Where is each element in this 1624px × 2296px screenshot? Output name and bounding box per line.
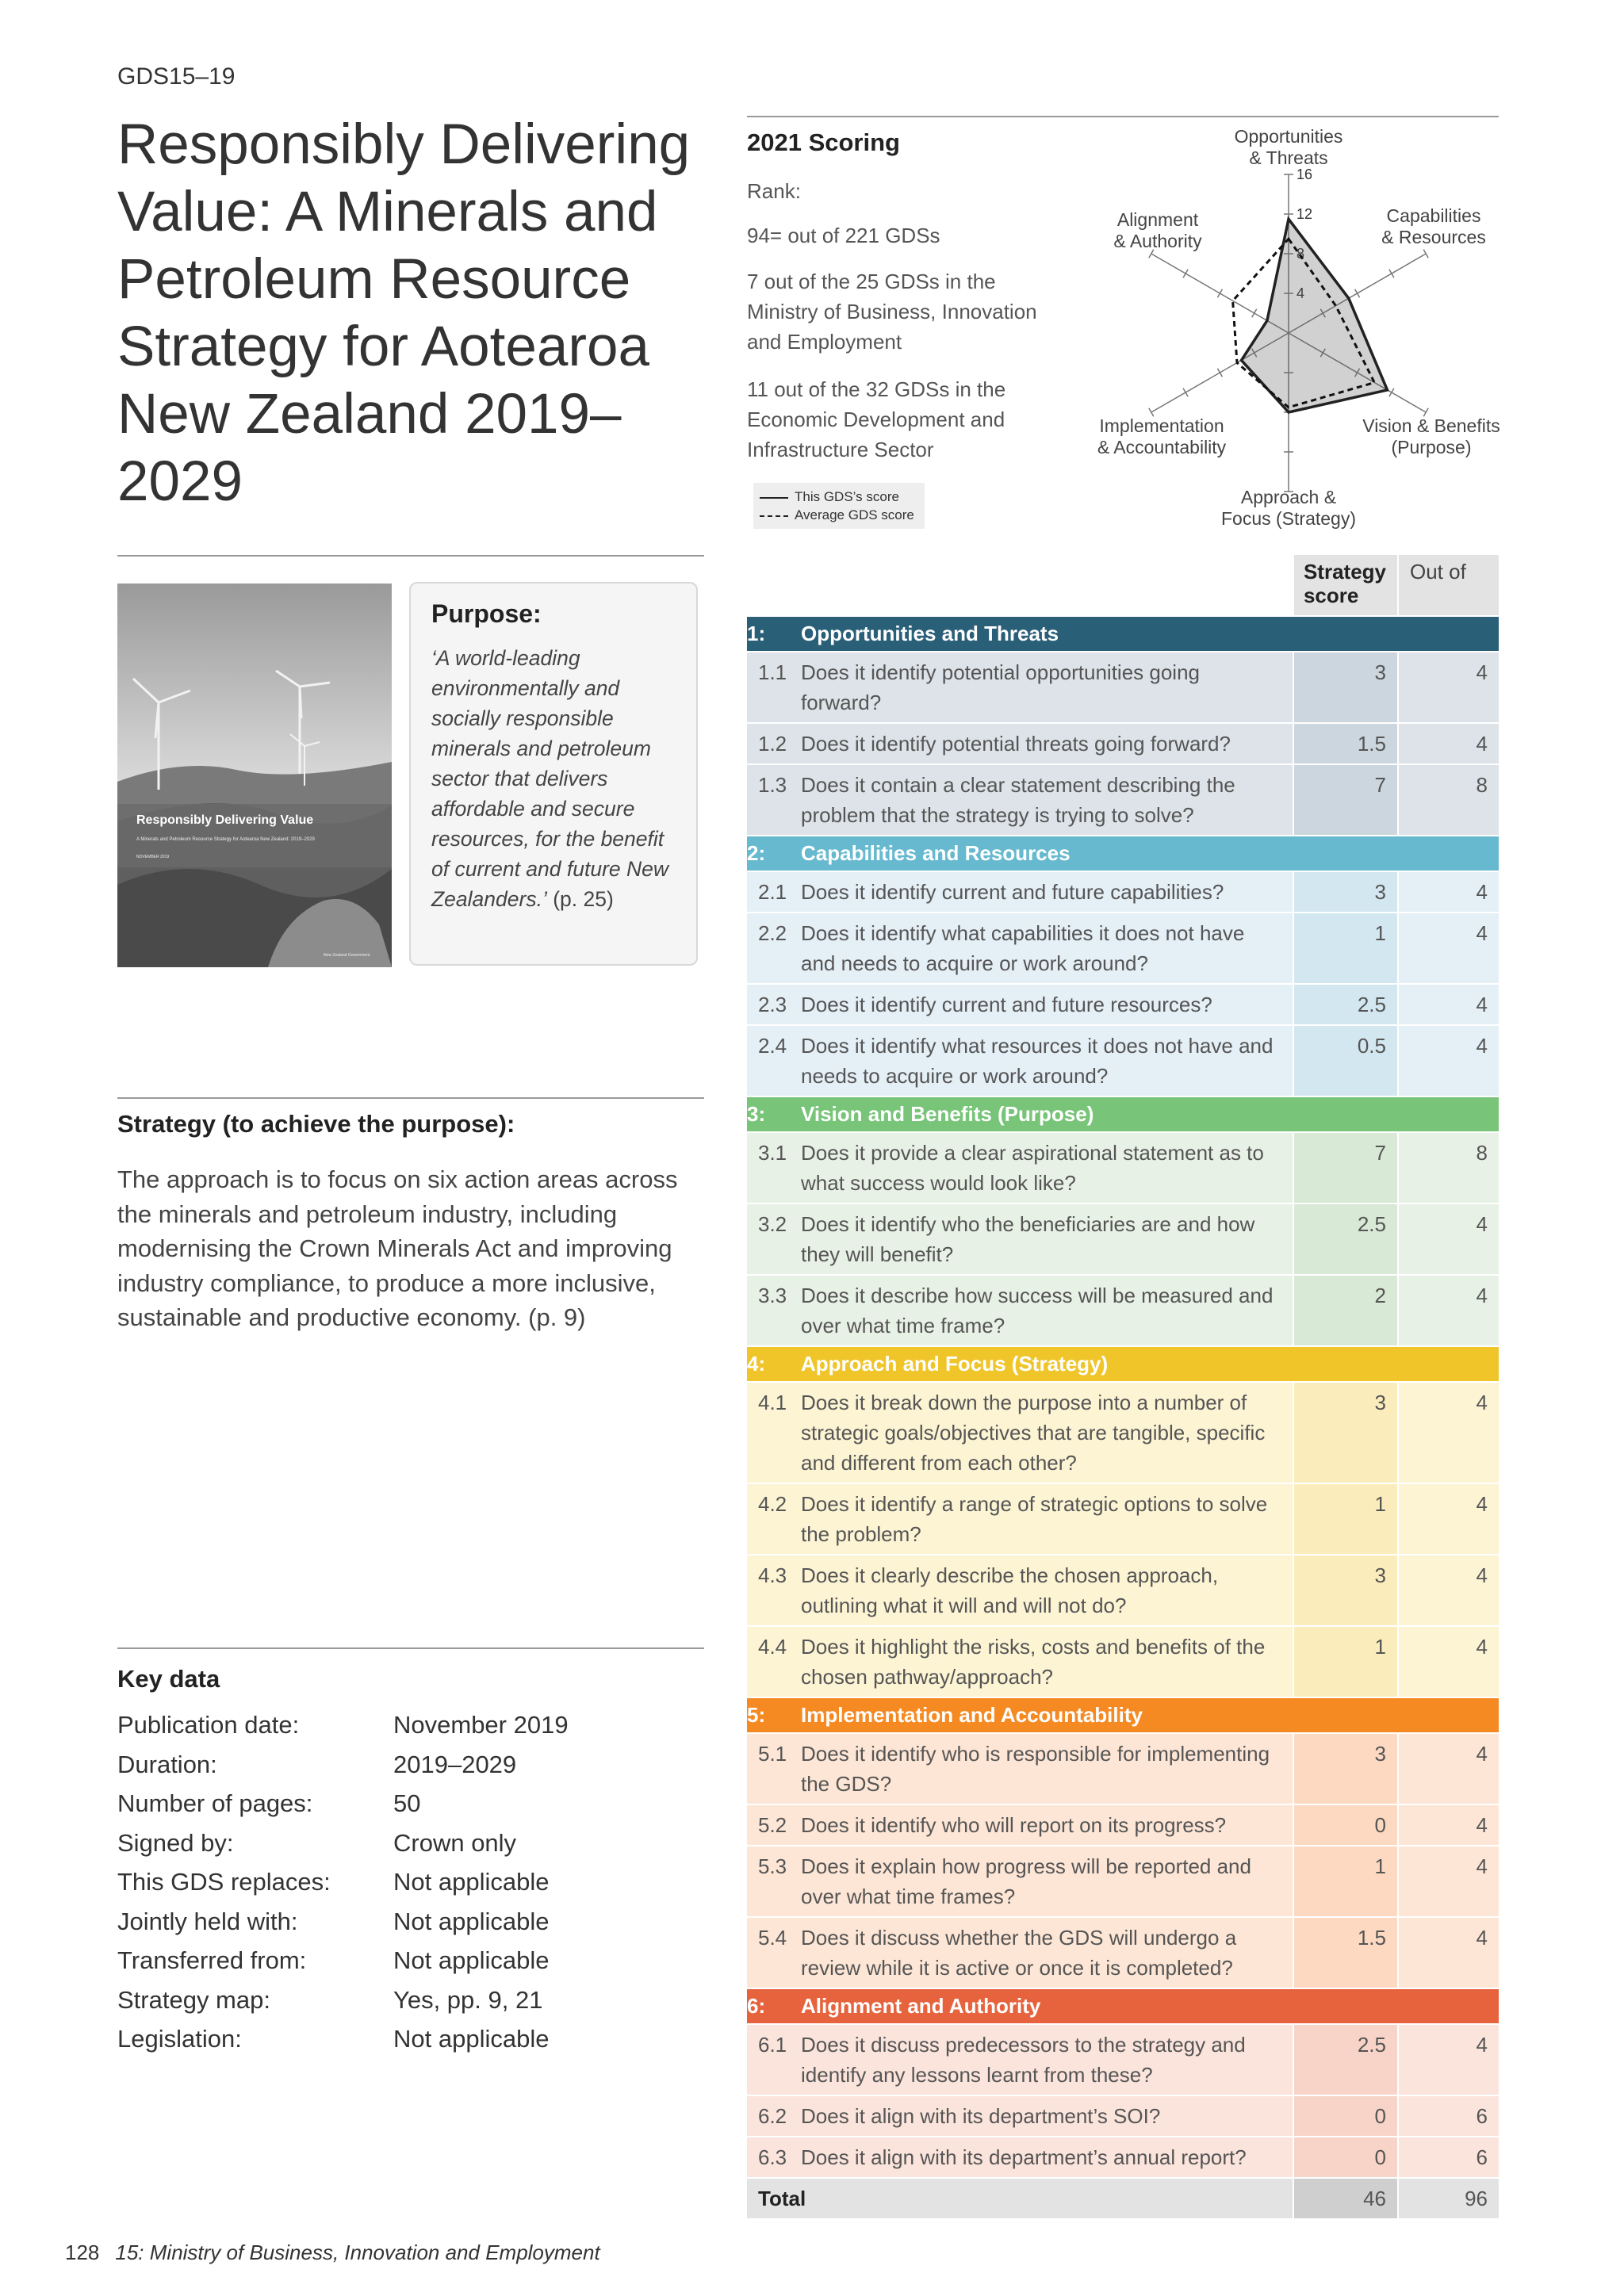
out-of: 4 — [1397, 1846, 1499, 1918]
out-of: 4 — [1397, 1026, 1499, 1097]
total-score: 46 — [1293, 2179, 1397, 2220]
header-spacer — [747, 555, 801, 617]
table-row — [747, 1383, 1499, 1484]
cover-subtitle: A Minerals and Petroleum Resource Strategy for Aotearoa New Zealand: 2019–2029 — [136, 837, 315, 842]
table-row — [747, 1805, 1499, 1846]
key-data-label: Duration: — [117, 1750, 217, 1778]
legend-dashed-line — [760, 515, 788, 517]
key-data-row — [117, 1828, 517, 1858]
radar-tick — [1183, 388, 1188, 396]
question-text: Does it highlight the risks, costs and benefits of the chosen pathway/approach? — [801, 1627, 1293, 1698]
table-row — [747, 765, 1499, 836]
strategy-score: 2.5 — [1293, 1204, 1397, 1276]
question-text: Does it identify a range of strategic options to solve the problem? — [801, 1484, 1293, 1556]
section-title: Implementation and Accountability — [801, 1698, 1499, 1734]
question-number: 4.2 — [747, 1484, 801, 1556]
question-text: Does it contain a clear statement describing the problem that the strategy is trying to solve? — [801, 765, 1293, 836]
legend-avg — [760, 506, 925, 524]
question-text: Does it align with its department’s annual report? — [801, 2137, 1293, 2179]
cover-publisher: New Zealand Government — [324, 953, 370, 958]
strategy-score: 1.5 — [1293, 1918, 1397, 1989]
strategy-score: 1 — [1293, 1484, 1397, 1556]
purpose-box — [409, 582, 698, 966]
question-number: 6.2 — [747, 2096, 801, 2137]
purpose-heading: Purpose: — [431, 599, 542, 628]
question-number: 5.4 — [747, 1918, 801, 1989]
key-data-value: 2019–2029 — [393, 1750, 517, 1778]
strategy-score: 2 — [1293, 1276, 1397, 1347]
strategy-score: 2.5 — [1293, 2025, 1397, 2096]
radar-tick — [1355, 289, 1360, 297]
section-number: 4: — [747, 1347, 801, 1383]
table-row — [747, 1133, 1499, 1204]
radar-axis-label-line: Approach & — [1240, 487, 1337, 507]
question-text: Does it identify what capabilities it does not have and needs to acquire or work around? — [801, 913, 1293, 985]
section-row — [747, 1347, 1499, 1383]
radar-tick — [1389, 388, 1394, 396]
strategy-score: 0 — [1293, 2137, 1397, 2179]
question-number: 4.3 — [747, 1556, 801, 1627]
section-title: Vision and Benefits (Purpose) — [801, 1097, 1499, 1133]
strategy-score: 0.5 — [1293, 1026, 1397, 1097]
question-number: 1.2 — [747, 724, 801, 765]
out-of: 6 — [1397, 2137, 1499, 2179]
question-text: Does it identify current and future capabilities? — [801, 872, 1293, 913]
question-number: 2.2 — [747, 913, 801, 985]
radar-axis-label — [1362, 415, 1500, 457]
question-number: 6.1 — [747, 2025, 801, 2096]
page-footer — [65, 2241, 600, 2265]
radar-tick — [1217, 369, 1222, 377]
section-number: 5: — [747, 1698, 801, 1734]
table-row — [747, 1556, 1499, 1627]
cover-image — [117, 584, 392, 967]
out-of: 4 — [1397, 1627, 1499, 1698]
question-text: Does it discuss whether the GDS will undergo a review while it is active or once it is completed? — [801, 1918, 1293, 1989]
table-row — [747, 2096, 1499, 2137]
question-number: 6.3 — [747, 2137, 801, 2179]
table-header-row — [747, 555, 1499, 617]
question-text: Does it identify who is responsible for implementing the GDS? — [801, 1734, 1293, 1805]
radar-axis-label — [1381, 205, 1486, 247]
divider — [117, 1647, 704, 1649]
key-data-label: Strategy map: — [117, 1985, 270, 2014]
key-data-value: Crown only — [393, 1828, 517, 1857]
radar-axis-label — [1097, 415, 1227, 457]
key-data-row — [117, 2025, 550, 2053]
table-row — [747, 1846, 1499, 1918]
table-row — [747, 985, 1499, 1026]
radar-tick-label: 12 — [1297, 206, 1313, 222]
strategy-score: 3 — [1293, 872, 1397, 913]
header-strategy-score: Strategy score — [1293, 555, 1397, 617]
table-row — [747, 2025, 1499, 2096]
question-text: Does it provide a clear aspirational statement as to what success would look like? — [801, 1133, 1293, 1204]
radar-axis-label-line: Focus (Strategy) — [1221, 508, 1356, 529]
section-row — [747, 1097, 1499, 1133]
key-data-label: Jointly held with: — [117, 1907, 298, 1935]
key-data-row — [117, 1907, 550, 1936]
radar-axis-label — [1221, 487, 1356, 529]
table-row — [747, 1918, 1499, 1989]
strategy-score: 3 — [1293, 1383, 1397, 1484]
out-of: 4 — [1397, 652, 1499, 724]
radar-tick — [1423, 250, 1428, 258]
radar-tick — [1183, 270, 1188, 277]
table-row — [747, 2137, 1499, 2179]
total-out-of: 96 — [1397, 2179, 1499, 2220]
question-number: 3.1 — [747, 1133, 801, 1204]
question-text: Does it clearly describe the chosen approach, outlining what it will and will not do? — [801, 1556, 1293, 1627]
key-data-row — [117, 1985, 543, 2015]
strategy-score: 0 — [1293, 2096, 1397, 2137]
strategy-score: 3 — [1293, 1734, 1397, 1805]
radar-chart — [1063, 119, 1522, 539]
legend-this — [760, 488, 925, 506]
strategy-text: The approach is to focus on six action areas across the minerals and petroleum industry, including modernising the Crown Minerals Act and improving industry compliance, to produce a more inclusive, sustainable and productive economy. (p. 9) — [117, 1165, 678, 1331]
divider — [117, 555, 704, 557]
key-data-value: November 2019 — [393, 1711, 569, 1739]
key-data-label: Transferred from: — [117, 1946, 307, 1974]
strategy-score: 3 — [1293, 1556, 1397, 1627]
section-row — [747, 1698, 1499, 1734]
question-text: Does it align with its department’s SOI? — [801, 2096, 1293, 2137]
strategy-score: 2.5 — [1293, 985, 1397, 1026]
scoring-table — [747, 555, 1499, 2220]
strategy-score: 1.5 — [1293, 724, 1397, 765]
total-row — [747, 2179, 1499, 2220]
purpose-quote: ‘A world-leading environmentally and socially responsible minerals and petroleum sector that delivers affordable and secure resources, for the benefit of current and future New Zealanders.’ — [431, 646, 669, 911]
section-row — [747, 1989, 1499, 2025]
strategy-score: 0 — [1293, 1805, 1397, 1846]
radar-axis-label — [1113, 209, 1202, 251]
radar-axis-label-line: & Accountability — [1097, 437, 1227, 457]
footer-section: 15: Ministry of Business, Innovation and Employment — [115, 2241, 600, 2264]
strategy-score: 7 — [1293, 765, 1397, 836]
key-data-row — [117, 1750, 517, 1779]
key-data-heading: Key data — [117, 1665, 220, 1693]
page-number: 128 — [65, 2241, 100, 2264]
key-data-label: Publication date: — [117, 1711, 300, 1739]
chart-legend — [753, 483, 925, 529]
question-number: 1.1 — [747, 652, 801, 724]
question-number: 4.4 — [747, 1627, 801, 1698]
divider — [747, 116, 1499, 117]
radar-series-this-gds — [1242, 219, 1388, 412]
question-number: 2.4 — [747, 1026, 801, 1097]
out-of: 4 — [1397, 1276, 1499, 1347]
table-row — [747, 1204, 1499, 1276]
strategy-score: 1 — [1293, 1846, 1397, 1918]
section-number: 1: — [747, 617, 801, 652]
total-label: Total — [747, 2179, 1293, 2220]
table-row — [747, 1484, 1499, 1556]
section-number: 6: — [747, 1989, 801, 2025]
out-of: 4 — [1397, 872, 1499, 913]
rank-department: 7 out of the 25 GDSs in the Ministry of Business, Innovation and Employment — [747, 270, 1037, 354]
header-spacer — [801, 555, 1293, 617]
radar-axis-label-line: & Resources — [1381, 227, 1486, 247]
radar-axis-label-line: & Threats — [1249, 147, 1328, 168]
question-number: 3.2 — [747, 1204, 801, 1276]
rank-label: Rank: — [747, 179, 801, 203]
question-text: Does it identify who the beneficiaries are and how they will benefit? — [801, 1204, 1293, 1276]
radar-axis-label-line: Vision & Benefits — [1362, 415, 1500, 436]
out-of: 4 — [1397, 1734, 1499, 1805]
table-row — [747, 872, 1499, 913]
cover-title: Responsibly Delivering Value — [136, 813, 314, 827]
legend-this-label: This GDS’s score — [795, 489, 899, 504]
table-row — [747, 1026, 1499, 1097]
key-data-value: Yes, pp. 9, 21 — [393, 1985, 543, 2014]
table-row — [747, 1627, 1499, 1698]
out-of: 8 — [1397, 765, 1499, 836]
key-data-value: Not applicable — [393, 2025, 550, 2053]
purpose-ref: (p. 25) — [546, 887, 614, 911]
cover-date: NOVEMBER 2019 — [136, 855, 170, 859]
section-title: Approach and Focus (Strategy) — [801, 1347, 1499, 1383]
out-of: 6 — [1397, 2096, 1499, 2137]
question-text: Does it identify who will report on its progress? — [801, 1805, 1293, 1846]
purpose-text — [431, 643, 676, 914]
divider — [117, 1097, 704, 1099]
question-number: 1.3 — [747, 765, 801, 836]
radar-axis-label-line: & Authority — [1113, 231, 1202, 251]
table-row — [747, 1276, 1499, 1347]
question-text: Does it discuss predecessors to the strategy and identify any lessons learnt from these? — [801, 2025, 1293, 2096]
out-of: 4 — [1397, 1805, 1499, 1846]
legend-solid-line — [760, 497, 788, 499]
radar-tick — [1252, 309, 1257, 317]
out-of: 4 — [1397, 1556, 1499, 1627]
radar-axis-label-line: Capabilities — [1386, 205, 1481, 226]
radar-axis-label-line: Opportunities — [1234, 126, 1343, 147]
key-data-label: This GDS replaces: — [117, 1868, 331, 1896]
out-of: 4 — [1397, 1918, 1499, 1989]
radar-axis-label-line: Alignment — [1116, 209, 1199, 230]
out-of: 4 — [1397, 1484, 1499, 1556]
question-text: Does it describe how success will be measured and over what time frame? — [801, 1276, 1293, 1347]
question-number: 4.1 — [747, 1383, 801, 1484]
strategy-score: 1 — [1293, 913, 1397, 985]
key-data-label: Signed by: — [117, 1828, 234, 1857]
out-of: 4 — [1397, 1204, 1499, 1276]
section-title: Opportunities and Threats — [801, 617, 1499, 652]
header-out-of: Out of — [1397, 555, 1499, 617]
out-of: 4 — [1397, 913, 1499, 985]
out-of: 4 — [1397, 1383, 1499, 1484]
question-number: 2.1 — [747, 872, 801, 913]
document-code: GDS15–19 — [117, 63, 236, 90]
table-row — [747, 1734, 1499, 1805]
strategy-score: 3 — [1293, 652, 1397, 724]
key-data-value: Not applicable — [393, 1946, 550, 1974]
key-data-row — [117, 1946, 550, 1975]
question-text: Does it identify current and future resources? — [801, 985, 1293, 1026]
radar-axis-label-line: Implementation — [1099, 415, 1224, 436]
radar-tick — [1217, 289, 1222, 297]
table-row — [747, 913, 1499, 985]
question-number: 5.1 — [747, 1734, 801, 1805]
question-text: Does it explain how progress will be reported and over what time frames? — [801, 1846, 1293, 1918]
strategy-heading: Strategy (to achieve the purpose): — [117, 1110, 515, 1138]
key-data-value: Not applicable — [393, 1868, 550, 1896]
section-number: 3: — [747, 1097, 801, 1133]
rank-sector: 11 out of the 32 GDSs in the Economic Development and Infrastructure Sector — [747, 377, 1006, 461]
out-of: 4 — [1397, 724, 1499, 765]
table-row — [747, 724, 1499, 765]
strategy-score: 7 — [1293, 1133, 1397, 1204]
question-text: Does it identify potential opportunities going forward? — [801, 652, 1293, 724]
key-data-row — [117, 1789, 421, 1818]
rank-overall: 94= out of 221 GDSs — [747, 224, 940, 247]
legend-avg-label: Average GDS score — [795, 507, 914, 522]
radar-tick-label: 16 — [1297, 166, 1313, 182]
question-number: 5.2 — [747, 1805, 801, 1846]
out-of: 4 — [1397, 985, 1499, 1026]
radar-axis-label — [1235, 126, 1343, 168]
strategy-score: 1 — [1293, 1627, 1397, 1698]
page-title: Responsibly Delivering Value: A Minerals and Petroleum Resource Strategy for Aotearoa New Zealand 2019–2029 — [117, 113, 691, 513]
key-data-row — [117, 1868, 550, 1896]
question-text: Does it identify what resources it does not have and needs to acquire or work around? — [801, 1026, 1293, 1097]
out-of: 8 — [1397, 1133, 1499, 1204]
out-of: 4 — [1397, 2025, 1499, 2096]
question-text: Does it break down the purpose into a number of strategic goals/objectives that are tangible, specific and different from each other? — [801, 1383, 1293, 1484]
section-title: Capabilities and Resources — [801, 836, 1499, 872]
key-data-label: Number of pages: — [117, 1789, 313, 1817]
radar-axis-label-line: (Purpose) — [1391, 437, 1472, 457]
section-row — [747, 836, 1499, 872]
key-data-label: Legislation: — [117, 2025, 242, 2053]
key-data-value: Not applicable — [393, 1907, 550, 1935]
section-number: 2: — [747, 836, 801, 872]
section-row — [747, 617, 1499, 652]
radar-tick — [1389, 270, 1394, 277]
question-number: 5.3 — [747, 1846, 801, 1918]
section-title: Alignment and Authority — [801, 1989, 1499, 2025]
question-number: 2.3 — [747, 985, 801, 1026]
key-data-value: 50 — [393, 1789, 421, 1817]
table-row — [747, 652, 1499, 724]
scoring-title: 2021 Scoring — [747, 128, 900, 156]
question-number: 3.3 — [747, 1276, 801, 1347]
question-text: Does it identify potential threats going forward? — [801, 724, 1293, 765]
key-data-row — [117, 1711, 569, 1739]
